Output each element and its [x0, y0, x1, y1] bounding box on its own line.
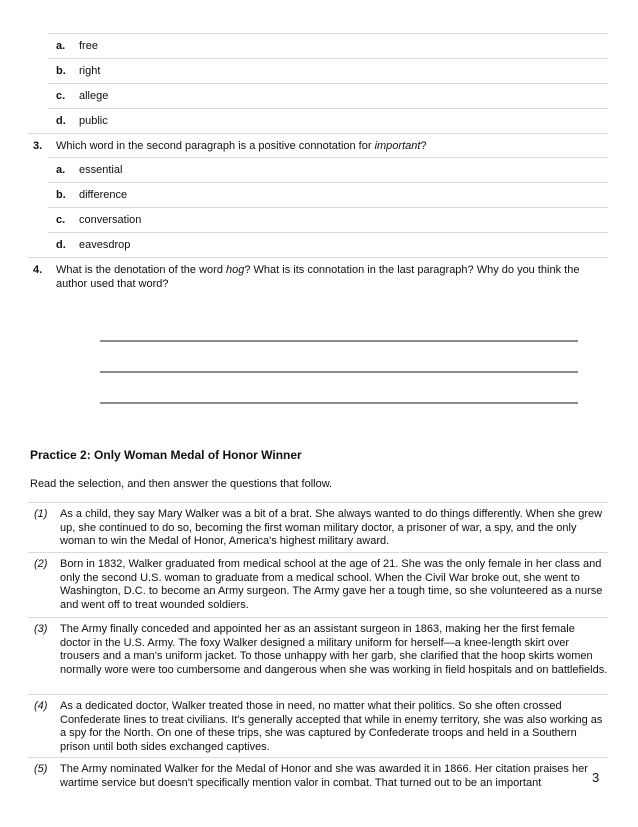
answer-line-3[interactable]: [100, 402, 578, 404]
paragraph-number: (3): [34, 623, 48, 635]
option-text: difference: [79, 189, 128, 201]
q3-option-b: [48, 182, 608, 207]
paragraph-text: As a dedicated doctor, Walker treated those in need, no matter what their politics. So she often crossed Confederate lines to treat civilians. It's generally accepted that while in enemy territory, she was also working as a spy for the North. On one of these trips, she was captured by Confederate troops and held in a Southern prison until both sides exchanged captives.: [60, 700, 603, 753]
q2-option-b: [48, 58, 608, 83]
option-text: free: [79, 40, 98, 52]
option-letter: b.: [56, 65, 66, 77]
option-text: conversation: [79, 214, 142, 226]
paragraph-2: [28, 552, 608, 613]
answer-line-1[interactable]: [100, 340, 578, 342]
paragraph-text: Born in 1832, Walker graduated from medical school at the age of 21. She was the only female in her class and only the second U.S. woman to graduate from a medical school. When the Civil War broke out, she went to Washington, D.C. to become an Army surgeon. The Army gave her a tough time, so she volunteered as a nurse and went off to treat wounded soldiers.: [60, 558, 603, 611]
option-letter: a.: [56, 164, 66, 176]
page-number: 3: [592, 770, 600, 785]
paragraph-number: (5): [34, 763, 48, 775]
question-number: 4.: [33, 264, 43, 276]
option-text: public: [79, 115, 108, 127]
paragraph-text: As a child, they say Mary Walker was a bit of a brat. She always wanted to do things differently. When she grew up, she continued to do so, becoming the first woman military doctor, a prisoner of war, a spy, and the only woman to win the Medal of Honor, America's highest military award.: [60, 508, 603, 547]
paragraph-text: The Army finally conceded and appointed her as an assistant surgeon in 1863, making her the first female doctor in the U.S. Army. The foxy Walker designed a military uniform for herself—a knee-length skirt over trousers and a man's uniform jacket. To those unhappy with her garb, she clarified that the hoop skirts women normally wore were too cumbersome and dangerous when she was working in field hospitals and on battlefields.: [60, 623, 608, 676]
option-letter: b.: [56, 189, 66, 201]
question-number: 3.: [33, 140, 43, 152]
option-text: essential: [79, 164, 123, 176]
q3-option-c: [48, 207, 608, 232]
q2-option-a: [48, 33, 608, 58]
question-text: Which word in the second paragraph is a positive connotation for important?: [56, 140, 427, 152]
q2-option-c: [48, 83, 608, 108]
option-letter: a.: [56, 40, 66, 52]
paragraph-3: [28, 617, 608, 690]
paragraph-4: [28, 694, 608, 755]
paragraph-number: (2): [34, 558, 48, 570]
instructions-text: Read the selection, and then answer the questions that follow.: [30, 478, 333, 490]
question-3: [28, 133, 608, 158]
question-text: What is the denotation of the word hog? What is its connotation in the last paragraph? Why do you think the author used that word?: [56, 264, 580, 290]
paragraph-number: (4): [34, 700, 48, 712]
answer-line-2[interactable]: [100, 371, 578, 373]
paragraph-5: [28, 757, 608, 827]
option-letter: c.: [56, 214, 66, 226]
q3-option-d: [48, 232, 608, 257]
option-letter: c.: [56, 90, 66, 102]
q2-option-d: [48, 108, 608, 133]
option-letter: d.: [56, 239, 66, 251]
q3-option-a: [48, 157, 608, 182]
option-text: eavesdrop: [79, 239, 131, 251]
paragraph-1: [28, 502, 608, 549]
paragraph-text: The Army nominated Walker for the Medal of Honor and she was awarded it in 1866. Her citation praises her wartime service but doesn't specifically mention valor in combat. That turned out to be an important: [60, 763, 588, 789]
paragraph-number: (1): [34, 508, 48, 520]
option-text: allege: [79, 90, 109, 102]
option-letter: d.: [56, 115, 66, 127]
question-4: [28, 257, 608, 298]
section-title: Practice 2: Only Woman Medal of Honor Winner: [30, 448, 302, 462]
option-text: right: [79, 65, 101, 77]
